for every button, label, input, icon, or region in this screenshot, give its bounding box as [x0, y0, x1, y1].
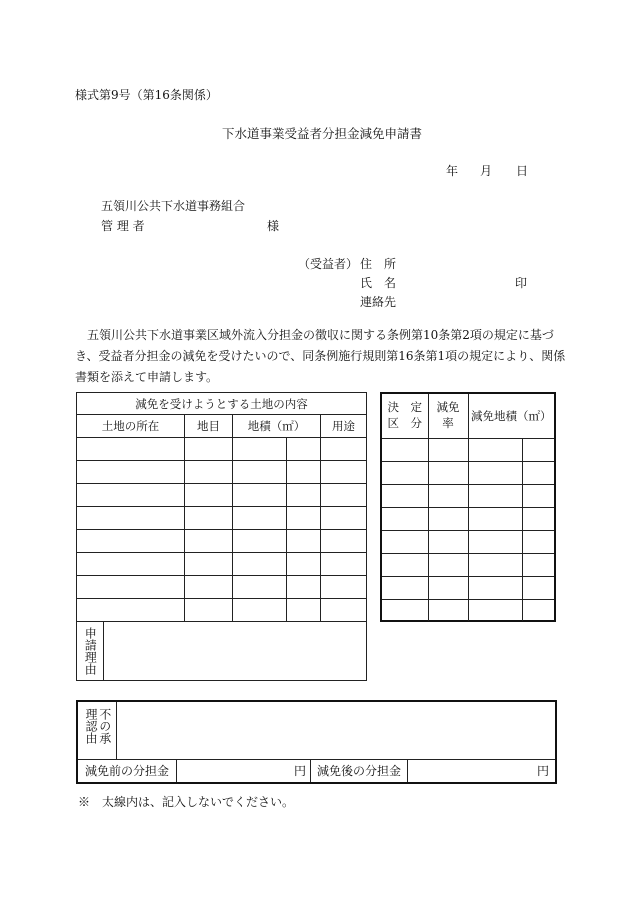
- reject-reason-field[interactable]: [117, 702, 555, 759]
- body-line-3: 書類を添えて申請します。: [75, 370, 219, 384]
- table-row: [77, 461, 367, 484]
- date-year-label: 年: [446, 164, 459, 178]
- before-amount-field[interactable]: [177, 760, 311, 782]
- body-line-2: き、受益者分担金の減免を受けたいので、同条例施行規則第16条第1項の規定により、関係: [75, 349, 566, 363]
- recipient-manager: 管 理 者: [101, 219, 145, 233]
- reject-row: [78, 702, 555, 760]
- table-row: [77, 599, 367, 622]
- contact-label: 連絡先: [360, 295, 397, 309]
- table-row: [382, 599, 554, 621]
- table-row: [77, 484, 367, 507]
- date-month-label: 月: [480, 164, 493, 178]
- table-row: [382, 553, 554, 576]
- land-table: [76, 392, 367, 681]
- after-amount-field[interactable]: [408, 760, 555, 782]
- reject-reason-label: 不の承理認由: [84, 707, 112, 744]
- body-line-1: 五領川公共下水道事業区域外流入分担金の徴収に関する条例第10条第2項の規定に基づ: [75, 328, 554, 342]
- col-rate: 減免 率: [428, 394, 468, 438]
- seal-mark: 印: [515, 276, 528, 290]
- applicant-tag: （受益者）: [298, 257, 359, 271]
- land-table-header: 減免を受けようとする土地の内容: [77, 393, 367, 415]
- reason-label: 申請理由: [83, 627, 98, 675]
- before-amount-label: 減免前の分担金: [78, 760, 177, 782]
- table-row: [77, 507, 367, 530]
- form-number: 様式第9号（第16条関係）: [75, 88, 218, 102]
- decision-table: [382, 394, 554, 621]
- table-row: [77, 553, 367, 576]
- address-label: 住 所: [360, 257, 397, 271]
- date-day-label: 日: [516, 164, 529, 178]
- col-decision: 決 定 区 分: [382, 394, 428, 438]
- table-row: [382, 461, 554, 484]
- table-row: [77, 438, 367, 461]
- col-area: 地積（㎡）: [233, 415, 321, 438]
- yen-unit: 円: [536, 764, 549, 778]
- footnote: ※ 太線内は、記入しないでください。: [78, 795, 295, 809]
- name-label: 氏 名: [360, 276, 397, 290]
- page-title: 下水道事業受益者分担金減免申請書: [222, 126, 423, 141]
- table-row: [382, 530, 554, 553]
- yen-unit: 円: [293, 764, 306, 778]
- col-use: 用途: [321, 415, 367, 438]
- col-category: 地目: [185, 415, 233, 438]
- table-row: [382, 507, 554, 530]
- table-row: [77, 576, 367, 599]
- col-location: 土地の所在: [77, 415, 185, 438]
- table-row: [382, 576, 554, 599]
- recipient-org: 五領川公共下水道事務組合: [101, 199, 246, 213]
- table-row: [382, 484, 554, 507]
- col-reduced-area: 減免地積（㎡）: [468, 394, 554, 438]
- reason-field[interactable]: [104, 622, 366, 680]
- after-amount-label: 減免後の分担金: [311, 760, 408, 782]
- amount-row: [78, 760, 555, 782]
- recipient-honorific: 様: [267, 219, 280, 233]
- table-row: [382, 438, 554, 461]
- table-row: [77, 530, 367, 553]
